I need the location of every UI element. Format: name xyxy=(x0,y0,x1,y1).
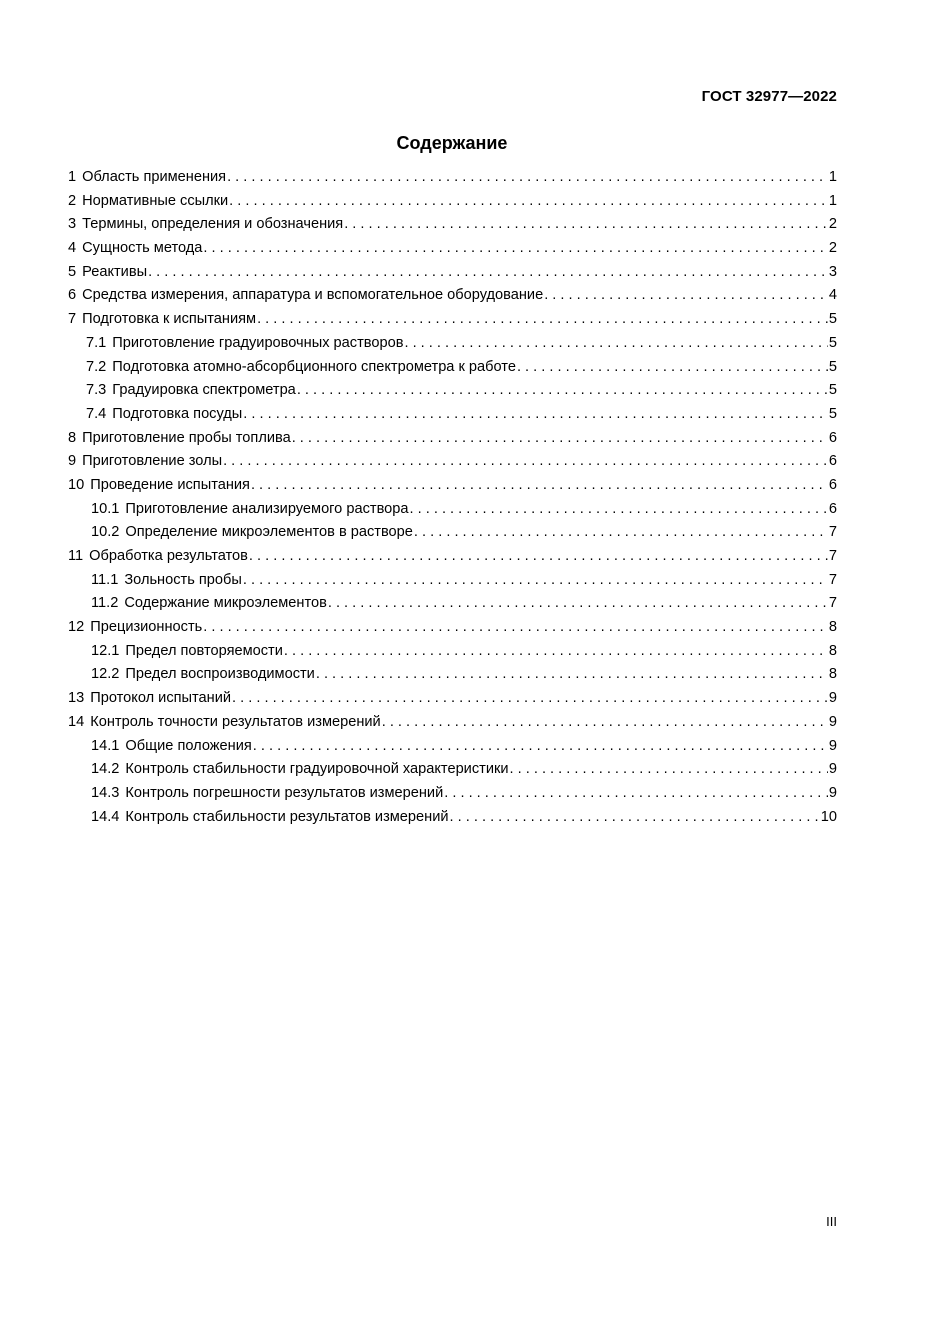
toc-entry-title: Содержание микроэлементов xyxy=(124,595,327,612)
toc-entry[interactable] xyxy=(68,806,837,830)
toc-entry[interactable] xyxy=(68,474,837,498)
toc-entry-number: 10.1 xyxy=(91,500,120,517)
toc-dot-leader xyxy=(328,592,828,616)
toc-entry-page: 10 xyxy=(820,808,837,825)
toc-entry-title: Подготовка к испытаниям xyxy=(82,311,257,328)
toc-entry-number: 4 xyxy=(68,240,77,257)
toc-entry-page: 5 xyxy=(828,334,837,351)
toc-entry-page: 1 xyxy=(828,192,837,209)
toc-entry[interactable] xyxy=(68,308,837,332)
toc-entry-page: 9 xyxy=(828,690,837,707)
toc-entry-page: 5 xyxy=(828,311,837,328)
toc-entry-number: 8 xyxy=(68,429,77,446)
toc-entry[interactable] xyxy=(68,213,837,237)
toc-entry-number: 10 xyxy=(68,476,85,493)
toc-dot-leader xyxy=(229,190,828,214)
toc-entry-number: 10.2 xyxy=(91,524,120,541)
toc-dot-leader xyxy=(203,237,827,261)
toc-dot-leader xyxy=(292,427,828,451)
toc-entry[interactable] xyxy=(68,356,837,380)
toc-dot-leader xyxy=(344,213,828,237)
toc-entry-page: 2 xyxy=(828,216,837,233)
toc-dot-leader xyxy=(517,356,828,380)
toc-entry[interactable] xyxy=(68,663,837,687)
toc-entry-number: 7.3 xyxy=(86,382,107,399)
toc-entry-page: 5 xyxy=(828,382,837,399)
toc-entry-number: 7.4 xyxy=(86,405,107,422)
toc-dot-leader xyxy=(257,308,828,332)
toc-entry-title: Приготовление пробы топлива xyxy=(82,429,291,446)
toc-entry-title: Подготовка атомно-абсорбционного спектрометра к работе xyxy=(112,358,516,375)
toc-entry[interactable] xyxy=(68,403,837,427)
toc-entry-number: 2 xyxy=(68,192,77,209)
toc-entry-number: 3 xyxy=(68,216,77,233)
toc-entry-title: Подготовка посуды xyxy=(112,405,243,422)
toc-dot-leader xyxy=(253,735,828,759)
toc-entry[interactable] xyxy=(68,521,837,545)
toc-entry[interactable] xyxy=(68,640,837,664)
toc-entry-number: 7 xyxy=(68,311,77,328)
toc-dot-leader xyxy=(243,569,828,593)
toc-entry-page: 6 xyxy=(828,429,837,446)
toc-entry[interactable] xyxy=(68,545,837,569)
toc-entry[interactable] xyxy=(68,166,837,190)
toc-entry-title: Приготовление градуировочных растворов xyxy=(112,334,404,351)
toc-entry-page: 7 xyxy=(828,548,837,564)
toc-dot-leader xyxy=(414,521,828,545)
toc-dot-leader xyxy=(410,498,828,522)
toc-dot-leader xyxy=(232,687,828,711)
toc-entry-title: Общие положения xyxy=(125,737,252,754)
toc-entry-title: Проведение испытания xyxy=(90,476,250,493)
toc-entry[interactable] xyxy=(68,450,837,474)
toc-entry-title: Приготовление золы xyxy=(82,453,223,470)
toc-entry-number: 6 xyxy=(68,287,77,304)
toc-entry-page: 8 xyxy=(828,642,837,659)
toc-entry-title: Градуировка спектрометра xyxy=(112,382,296,399)
toc-entry[interactable] xyxy=(68,237,837,261)
toc-entry[interactable] xyxy=(68,284,837,308)
toc-dot-leader xyxy=(444,782,828,806)
toc-entry-title: Обработка результатов xyxy=(89,548,248,564)
toc-entry-page: 7 xyxy=(828,524,837,541)
toc-entry[interactable] xyxy=(68,616,837,640)
toc-entry-title: Контроль стабильности градуировочной характеристики xyxy=(125,761,509,778)
toc-entry-number: 11.1 xyxy=(91,571,119,588)
toc-entry-page: 3 xyxy=(828,263,837,280)
toc-entry-title: Контроль точности результатов измерений xyxy=(90,713,381,730)
toc-entry-page: 5 xyxy=(828,405,837,422)
toc-entry-number: 14.1 xyxy=(91,737,120,754)
toc-entry-number: 14.4 xyxy=(91,808,120,825)
toc-dot-leader xyxy=(227,166,828,190)
document-code: ГОСТ 32977—2022 xyxy=(701,88,837,105)
toc-entry-title: Термины, определения и обозначения xyxy=(82,216,344,233)
toc-dot-leader xyxy=(316,663,828,687)
toc-entry-page: 2 xyxy=(828,240,837,257)
toc-entry-title: Нормативные ссылки xyxy=(82,192,229,209)
toc-entry[interactable] xyxy=(68,735,837,759)
toc-entry-title: Область применения xyxy=(82,169,227,185)
toc-entry-page: 9 xyxy=(828,761,837,778)
toc-entry[interactable] xyxy=(68,498,837,522)
toc-entry-number: 14 xyxy=(68,713,85,730)
toc-entry[interactable] xyxy=(68,190,837,214)
toc-entry-page: 7 xyxy=(828,595,837,612)
toc-entry-page: 7 xyxy=(828,571,837,588)
toc-entry-number: 11 xyxy=(68,548,84,564)
toc-entry[interactable] xyxy=(68,427,837,451)
toc-dot-leader xyxy=(249,545,828,569)
toc-entry-number: 7.1 xyxy=(86,334,107,351)
toc-entry[interactable] xyxy=(68,261,837,285)
toc-entry-number: 7.2 xyxy=(86,358,107,375)
toc-entry-title: Реактивы xyxy=(82,263,148,280)
toc-entry-number: 12 xyxy=(68,619,85,636)
toc-entry[interactable] xyxy=(68,379,837,403)
toc-entry-number: 1 xyxy=(68,169,77,185)
toc-entry-title: Контроль стабильности результатов измерений xyxy=(125,808,449,825)
toc-entry-page: 8 xyxy=(828,666,837,683)
toc-entry-title: Протокол испытаний xyxy=(90,690,232,707)
toc-dot-leader xyxy=(243,403,828,427)
toc-entry[interactable] xyxy=(68,332,837,356)
toc-entry-page: 6 xyxy=(828,500,837,517)
toc-entry-page: 8 xyxy=(828,619,837,636)
toc-entry-number: 5 xyxy=(68,263,77,280)
toc-dot-leader xyxy=(284,640,828,664)
toc-entry-number: 14.3 xyxy=(91,784,120,801)
toc-entry-title: Приготовление анализируемого раствора xyxy=(125,500,409,517)
toc-entry-title: Зольность пробы xyxy=(124,571,242,588)
toc-entry[interactable] xyxy=(68,758,837,782)
toc-dot-leader xyxy=(203,616,828,640)
toc-entry-number: 9 xyxy=(68,453,77,470)
toc-entry-number: 13 xyxy=(68,690,85,707)
toc-entry-title: Контроль погрешности результатов измерений xyxy=(125,784,444,801)
toc-entry-title: Предел повторяемости xyxy=(125,642,283,659)
toc-dot-leader xyxy=(510,758,828,782)
toc-entry-title: Прецизионность xyxy=(90,619,203,636)
toc-entry[interactable] xyxy=(68,687,837,711)
toc-dot-leader xyxy=(382,711,828,735)
toc-entry[interactable] xyxy=(68,782,837,806)
toc-dot-leader xyxy=(544,284,828,308)
toc-entry[interactable] xyxy=(68,711,837,735)
toc-entry-page: 1 xyxy=(828,169,837,185)
toc-entry-title: Средства измерения, аппаратура и вспомогательное оборудование xyxy=(82,287,544,304)
toc-entry[interactable] xyxy=(68,569,837,593)
toc-entry-page: 9 xyxy=(828,713,837,730)
toc-entry-title: Определение микроэлементов в растворе xyxy=(125,524,413,541)
toc-entry-title: Сущность метода xyxy=(82,240,203,257)
page-number: III xyxy=(826,1214,837,1229)
toc-entry-page: 9 xyxy=(828,737,837,754)
toc-dot-leader xyxy=(251,474,828,498)
toc-entry-page: 9 xyxy=(828,784,837,801)
toc-entry-page: 6 xyxy=(828,453,837,470)
toc-entry-page: 6 xyxy=(828,476,837,493)
toc-dot-leader xyxy=(223,450,828,474)
toc-dot-leader xyxy=(450,806,820,830)
toc-title: Содержание xyxy=(396,133,508,153)
toc-dot-leader xyxy=(148,261,828,285)
toc-entry-number: 11.2 xyxy=(91,595,119,612)
toc-entry[interactable] xyxy=(68,592,837,616)
toc-entry-page: 5 xyxy=(828,358,837,375)
toc-entry-number: 12.1 xyxy=(91,642,120,659)
toc-entry-number: 12.2 xyxy=(91,666,120,683)
table-of-contents xyxy=(68,166,837,829)
toc-dot-leader xyxy=(297,379,828,403)
toc-entry-page: 4 xyxy=(828,287,837,304)
toc-entry-number: 14.2 xyxy=(91,761,120,778)
toc-entry-title: Предел воспроизводимости xyxy=(125,666,315,683)
toc-dot-leader xyxy=(404,332,827,356)
